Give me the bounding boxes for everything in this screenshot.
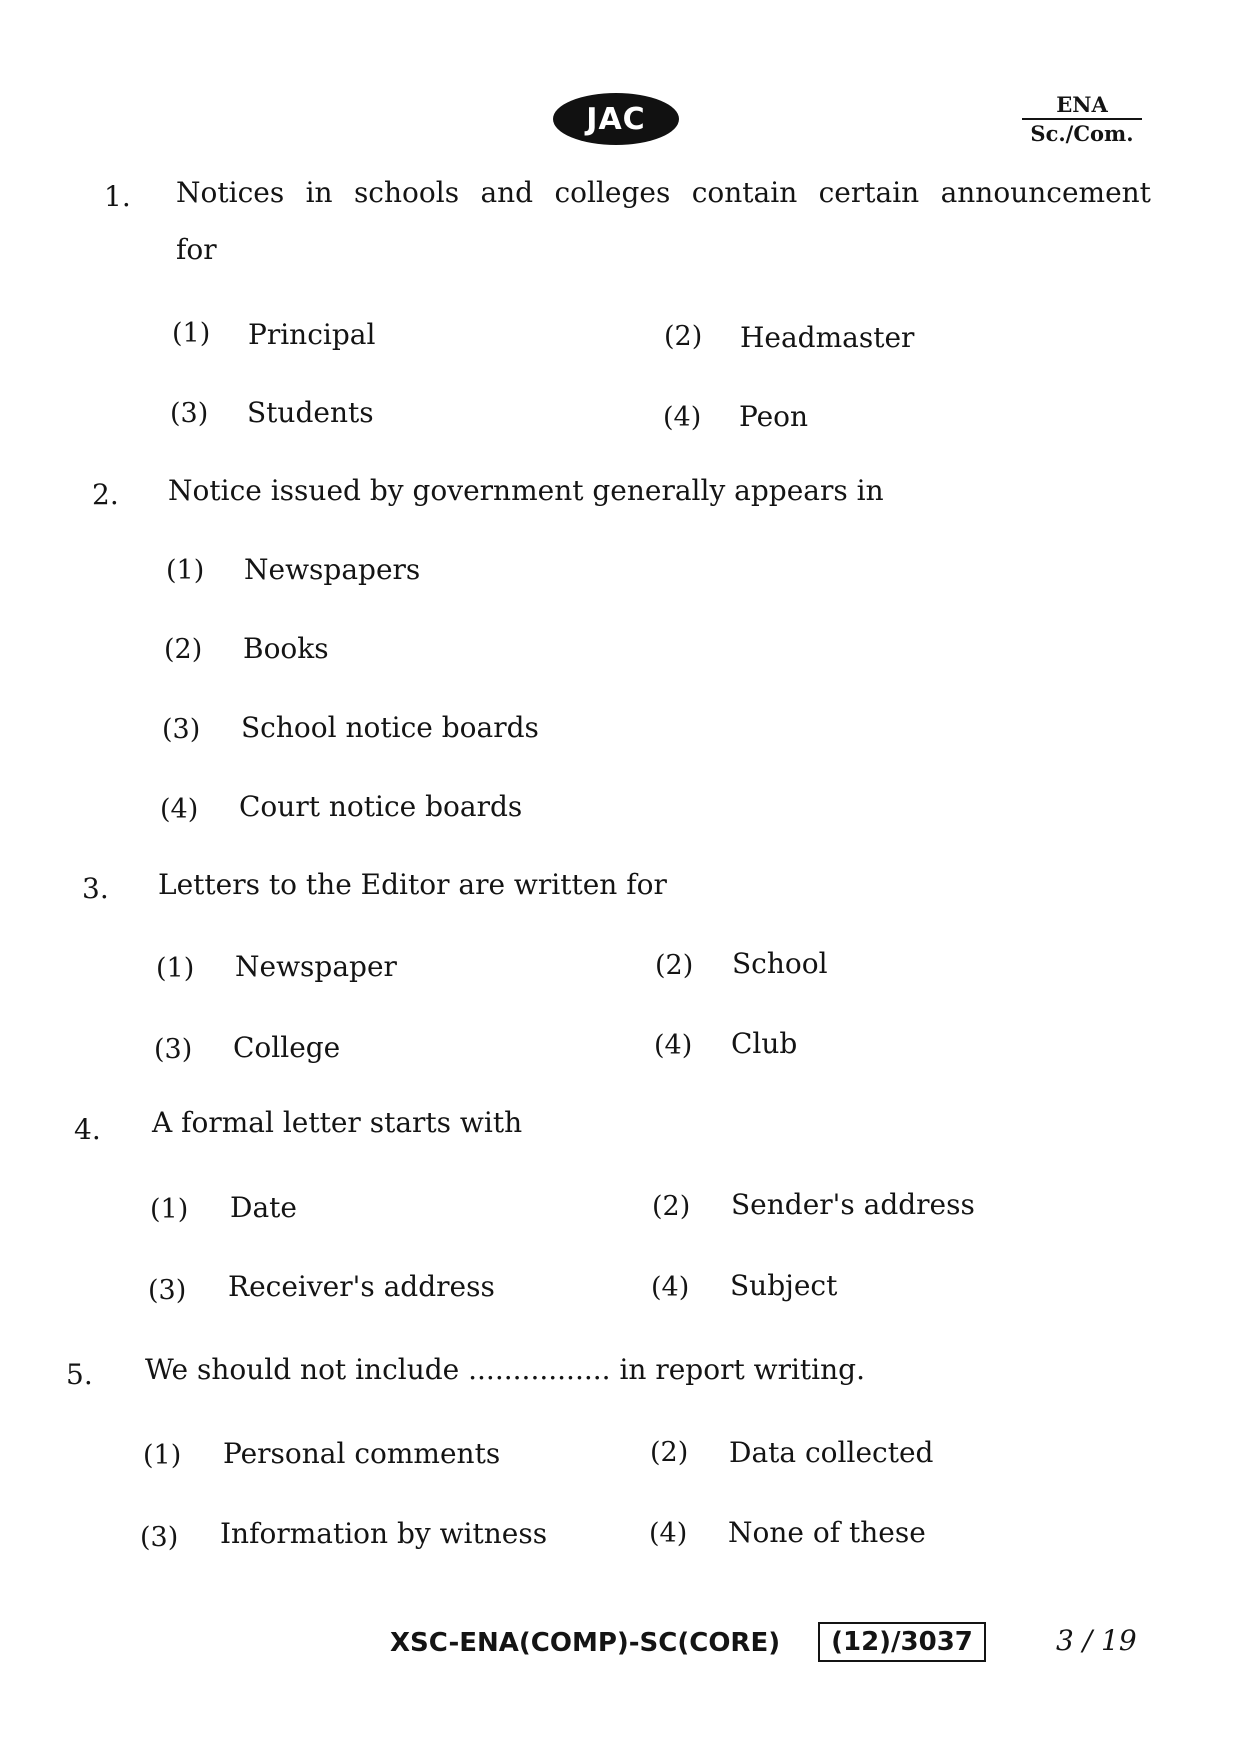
question-word: and <box>480 176 534 209</box>
option-number: (2) <box>164 634 203 665</box>
option-number: (4) <box>651 1272 690 1303</box>
option-text: Personal comments <box>223 1437 501 1470</box>
subject-code-bottom: Sc./Com. <box>1030 121 1134 146</box>
question-4-text: A formal letter starts with <box>152 1106 523 1139</box>
question-2-number: 2. <box>92 478 119 511</box>
page-number: 3 / 19 <box>1056 1624 1137 1657</box>
option-text: School notice boards <box>241 711 539 744</box>
option-text: Newspapers <box>244 553 421 586</box>
option-number: (1) <box>166 555 205 586</box>
option-text: Data collected <box>729 1436 934 1469</box>
question-1-line-2: for <box>176 233 217 266</box>
question-word: in <box>305 176 333 209</box>
option-text: Headmaster <box>740 321 915 354</box>
question-4-number: 4. <box>74 1113 101 1146</box>
option-text: Date <box>230 1191 297 1224</box>
question-5-number: 5. <box>66 1358 93 1391</box>
option-number: (1) <box>143 1440 182 1471</box>
option-text: Court notice boards <box>239 790 523 823</box>
option-number: (4) <box>663 402 702 433</box>
option-text: Principal <box>248 318 376 351</box>
booklet-code: (12)/3037 <box>831 1627 973 1657</box>
subject-code-top: ENA <box>1022 92 1142 120</box>
option-number: (3) <box>162 714 201 745</box>
option-text: Newspaper <box>235 950 397 983</box>
option-number: (2) <box>652 1191 691 1222</box>
option-number: (4) <box>160 794 199 825</box>
jac-logo <box>553 93 679 145</box>
option-number: (4) <box>649 1518 688 1549</box>
question-5-text: We should not include ................ in report writing. <box>145 1353 865 1386</box>
option-number: (3) <box>148 1275 187 1306</box>
paper-code: XSC-ENA(COMP)-SC(CORE) <box>390 1628 781 1658</box>
booklet-code-box <box>818 1622 986 1662</box>
question-3-number: 3. <box>82 872 109 905</box>
option-text: Receiver's address <box>228 1270 495 1303</box>
option-number: (2) <box>650 1437 689 1468</box>
option-number: (4) <box>654 1030 693 1061</box>
option-number: (1) <box>150 1194 189 1225</box>
question-1-number: 1. <box>104 180 131 213</box>
question-word: announcement <box>940 176 1151 209</box>
option-number: (3) <box>140 1522 179 1553</box>
question-word: certain <box>818 176 920 209</box>
logo-text: JAC <box>586 101 646 137</box>
question-1-text <box>176 176 1151 266</box>
option-text: School <box>732 947 828 980</box>
option-number: (3) <box>154 1034 193 1065</box>
option-text: Subject <box>730 1269 838 1302</box>
option-number: (1) <box>172 318 211 349</box>
option-text: Club <box>731 1027 798 1060</box>
question-word: schools <box>353 176 460 209</box>
option-number: (1) <box>156 953 195 984</box>
option-text: Students <box>247 396 374 429</box>
option-text: Books <box>243 632 329 665</box>
subject-code <box>1022 92 1142 146</box>
option-number: (2) <box>664 321 703 352</box>
question-word: contain <box>691 176 798 209</box>
option-number: (2) <box>655 950 694 981</box>
question-3-text: Letters to the Editor are written for <box>158 868 667 901</box>
option-number: (3) <box>170 398 209 429</box>
option-text: Peon <box>739 400 809 433</box>
question-1-line-1 <box>176 176 1151 209</box>
question-word: colleges <box>554 176 671 209</box>
question-word: Notices <box>176 176 285 209</box>
option-text: College <box>233 1031 341 1064</box>
option-text: Sender's address <box>731 1188 975 1221</box>
option-text: Information by witness <box>220 1517 548 1550</box>
question-2-text: Notice issued by government generally appears in <box>168 474 884 507</box>
option-text: None of these <box>728 1516 926 1549</box>
